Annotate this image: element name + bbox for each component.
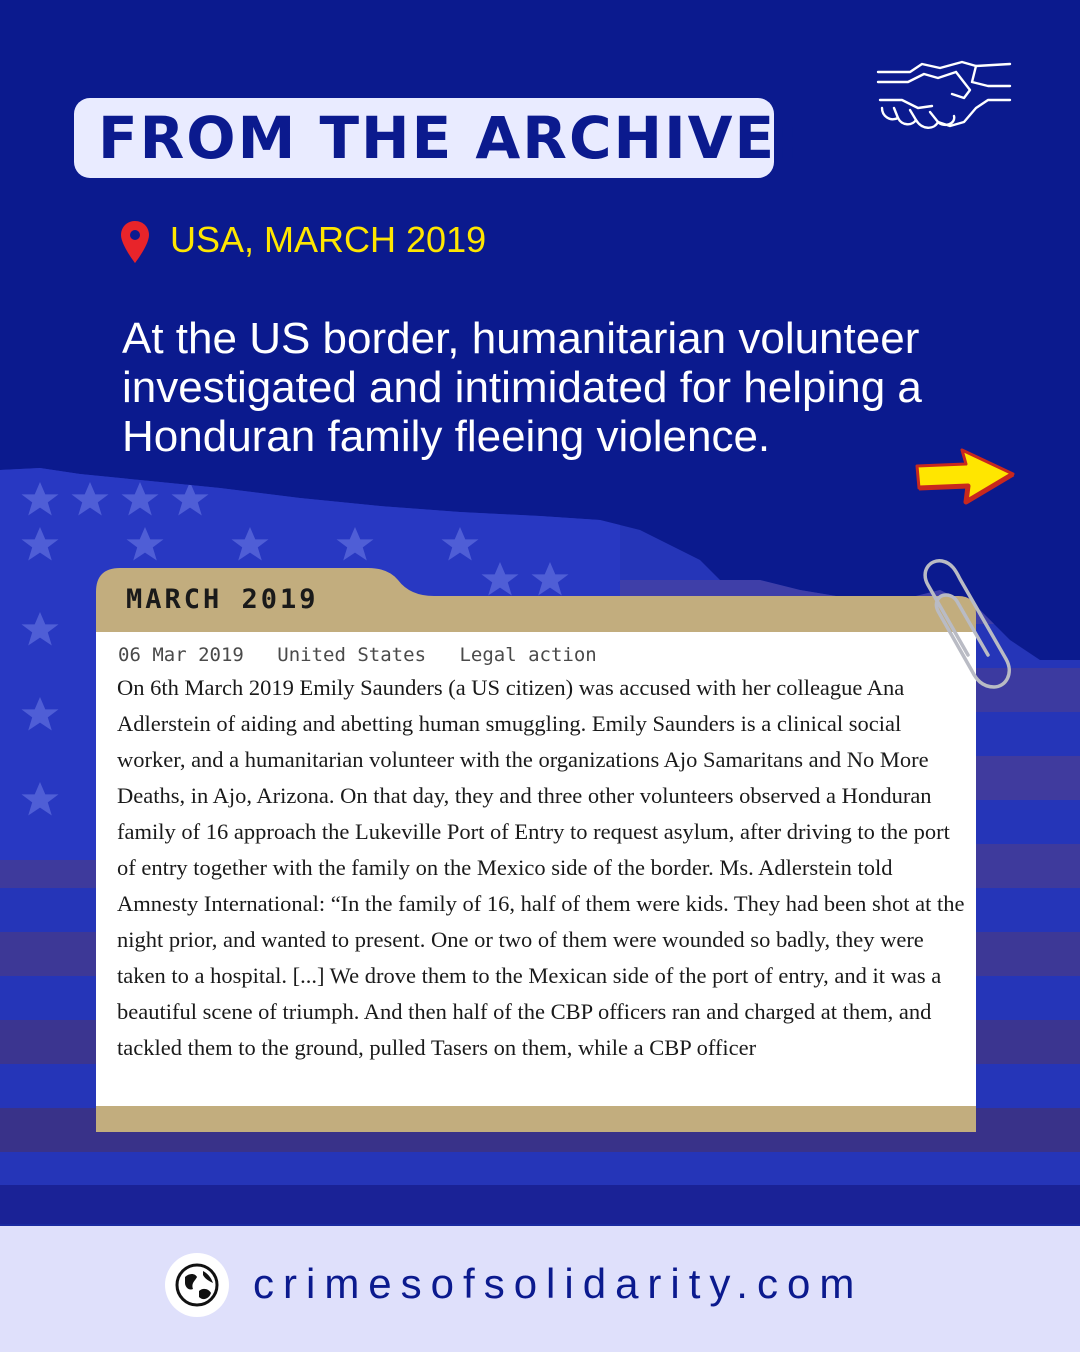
paperclip-icon	[908, 555, 1028, 695]
globe-badge	[165, 1253, 229, 1317]
article-category: Legal action	[459, 644, 597, 666]
archive-header	[74, 98, 802, 178]
handshake-icon	[872, 60, 1012, 138]
map-pin-icon	[120, 220, 150, 264]
article-meta	[118, 640, 619, 670]
website-link[interactable]: crimesofsolidarity.com	[253, 1260, 864, 1307]
folder-tab-label: MARCH 2019	[126, 584, 319, 615]
archive-card	[96, 566, 976, 1132]
globe-icon	[165, 1253, 229, 1317]
article-paper	[96, 632, 976, 1106]
article-body: On 6th March 2019 Emily Saunders (a US citizen) was accused with her colleague Ana Adlerstein of aiding and abetting human smuggling. Emily Saunders is a clinical social worker, and a humanitarian volunteer with the organizations Ajo Samaritans and No More Deaths, in Ajo, Arizona. On that day, they and three other volunteers observed a Honduran family of 16 approach the Lukeville Port of Entry to request asylum, after driving to the port of entry together with the family on the Mexico side of the border. Ms. Adlerstein told Amnesty International: “In the family of 16, half of them were kids. They had been shot at the night prior, and wanted to present. One or two of them were wounded so badly, they were taken to a hospital. [...] We drove them to the Mexican side of the port of entry, and it was a beautiful scene of triumph. And then half of the CBP officers ran and charged at them, and tackled them to the ground, pulled Tasers on them, while a CBP officer	[117, 675, 965, 1060]
story-headline: At the US border, humanitarian volunteer investigated and intimidated for helping a Honduran family fleeing violence.	[122, 314, 922, 461]
arrow-right-icon[interactable]	[914, 446, 1016, 508]
article-date: 06 Mar 2019	[118, 644, 244, 666]
location-label: USA, MARCH 2019	[170, 219, 487, 260]
folder-bottom-edge	[96, 1106, 976, 1132]
archive-title: FROM THE ARCHIVE:	[98, 104, 802, 172]
article-country: United States	[277, 644, 427, 666]
footer-bar	[0, 1224, 1080, 1352]
